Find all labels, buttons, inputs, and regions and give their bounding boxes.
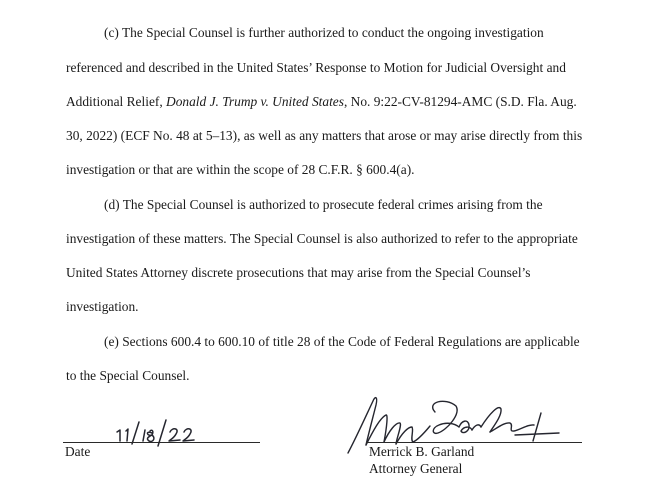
paragraph-d-line-1: (d) The Special Counsel is authorized to prosecute federal crimes arising from the (104, 197, 543, 212)
paragraph-c-line-3-end: , No. 9:22-CV-81294-AMC (S.D. Fla. Aug. (343, 94, 577, 109)
paragraph-d-line-4: investigation. (66, 299, 139, 314)
paragraph-c-line-1: (c) The Special Counsel is further authorized to conduct the ongoing investigation (104, 25, 544, 40)
paragraph-e-line-1: (e) Sections 600.4 to 600.10 of title 28 of the Code of Federal Regulations are applicable (104, 334, 580, 349)
handwritten-date (112, 418, 208, 448)
paragraph-c-line-4: 30, 2022) (ECF No. 48 at 5–13), as well as any matters that arose or may arise directly from this (66, 128, 583, 143)
paragraph-d-line-3: United States Attorney discrete prosecutions that may arise from the Special Counsel’s (66, 265, 531, 280)
signer-title: Attorney General (369, 461, 463, 476)
paragraph-c-line-5: investigation or that are within the scope of 28 C.F.R. § 600.4(a). (66, 162, 415, 177)
paragraph-d-line-2: investigation of these matters. The Special Counsel is also authorized to refer to the appropriate (66, 231, 578, 246)
date-label: Date (65, 444, 91, 459)
paragraph-c-line-2: referenced and described in the United States’ Response to Motion for Judicial Oversight and (66, 60, 566, 75)
signer-name: Merrick B. Garland (369, 444, 475, 459)
paragraph-e-line-2: to the Special Counsel. (66, 368, 190, 383)
paragraph-c-line-3-start: Additional Relief, (66, 94, 167, 109)
date-signature-line (63, 442, 260, 443)
signature-line (366, 442, 582, 443)
case-name: Donald J. Trump v. United States (166, 94, 344, 109)
paragraph-c-line-3 (66, 94, 577, 110)
